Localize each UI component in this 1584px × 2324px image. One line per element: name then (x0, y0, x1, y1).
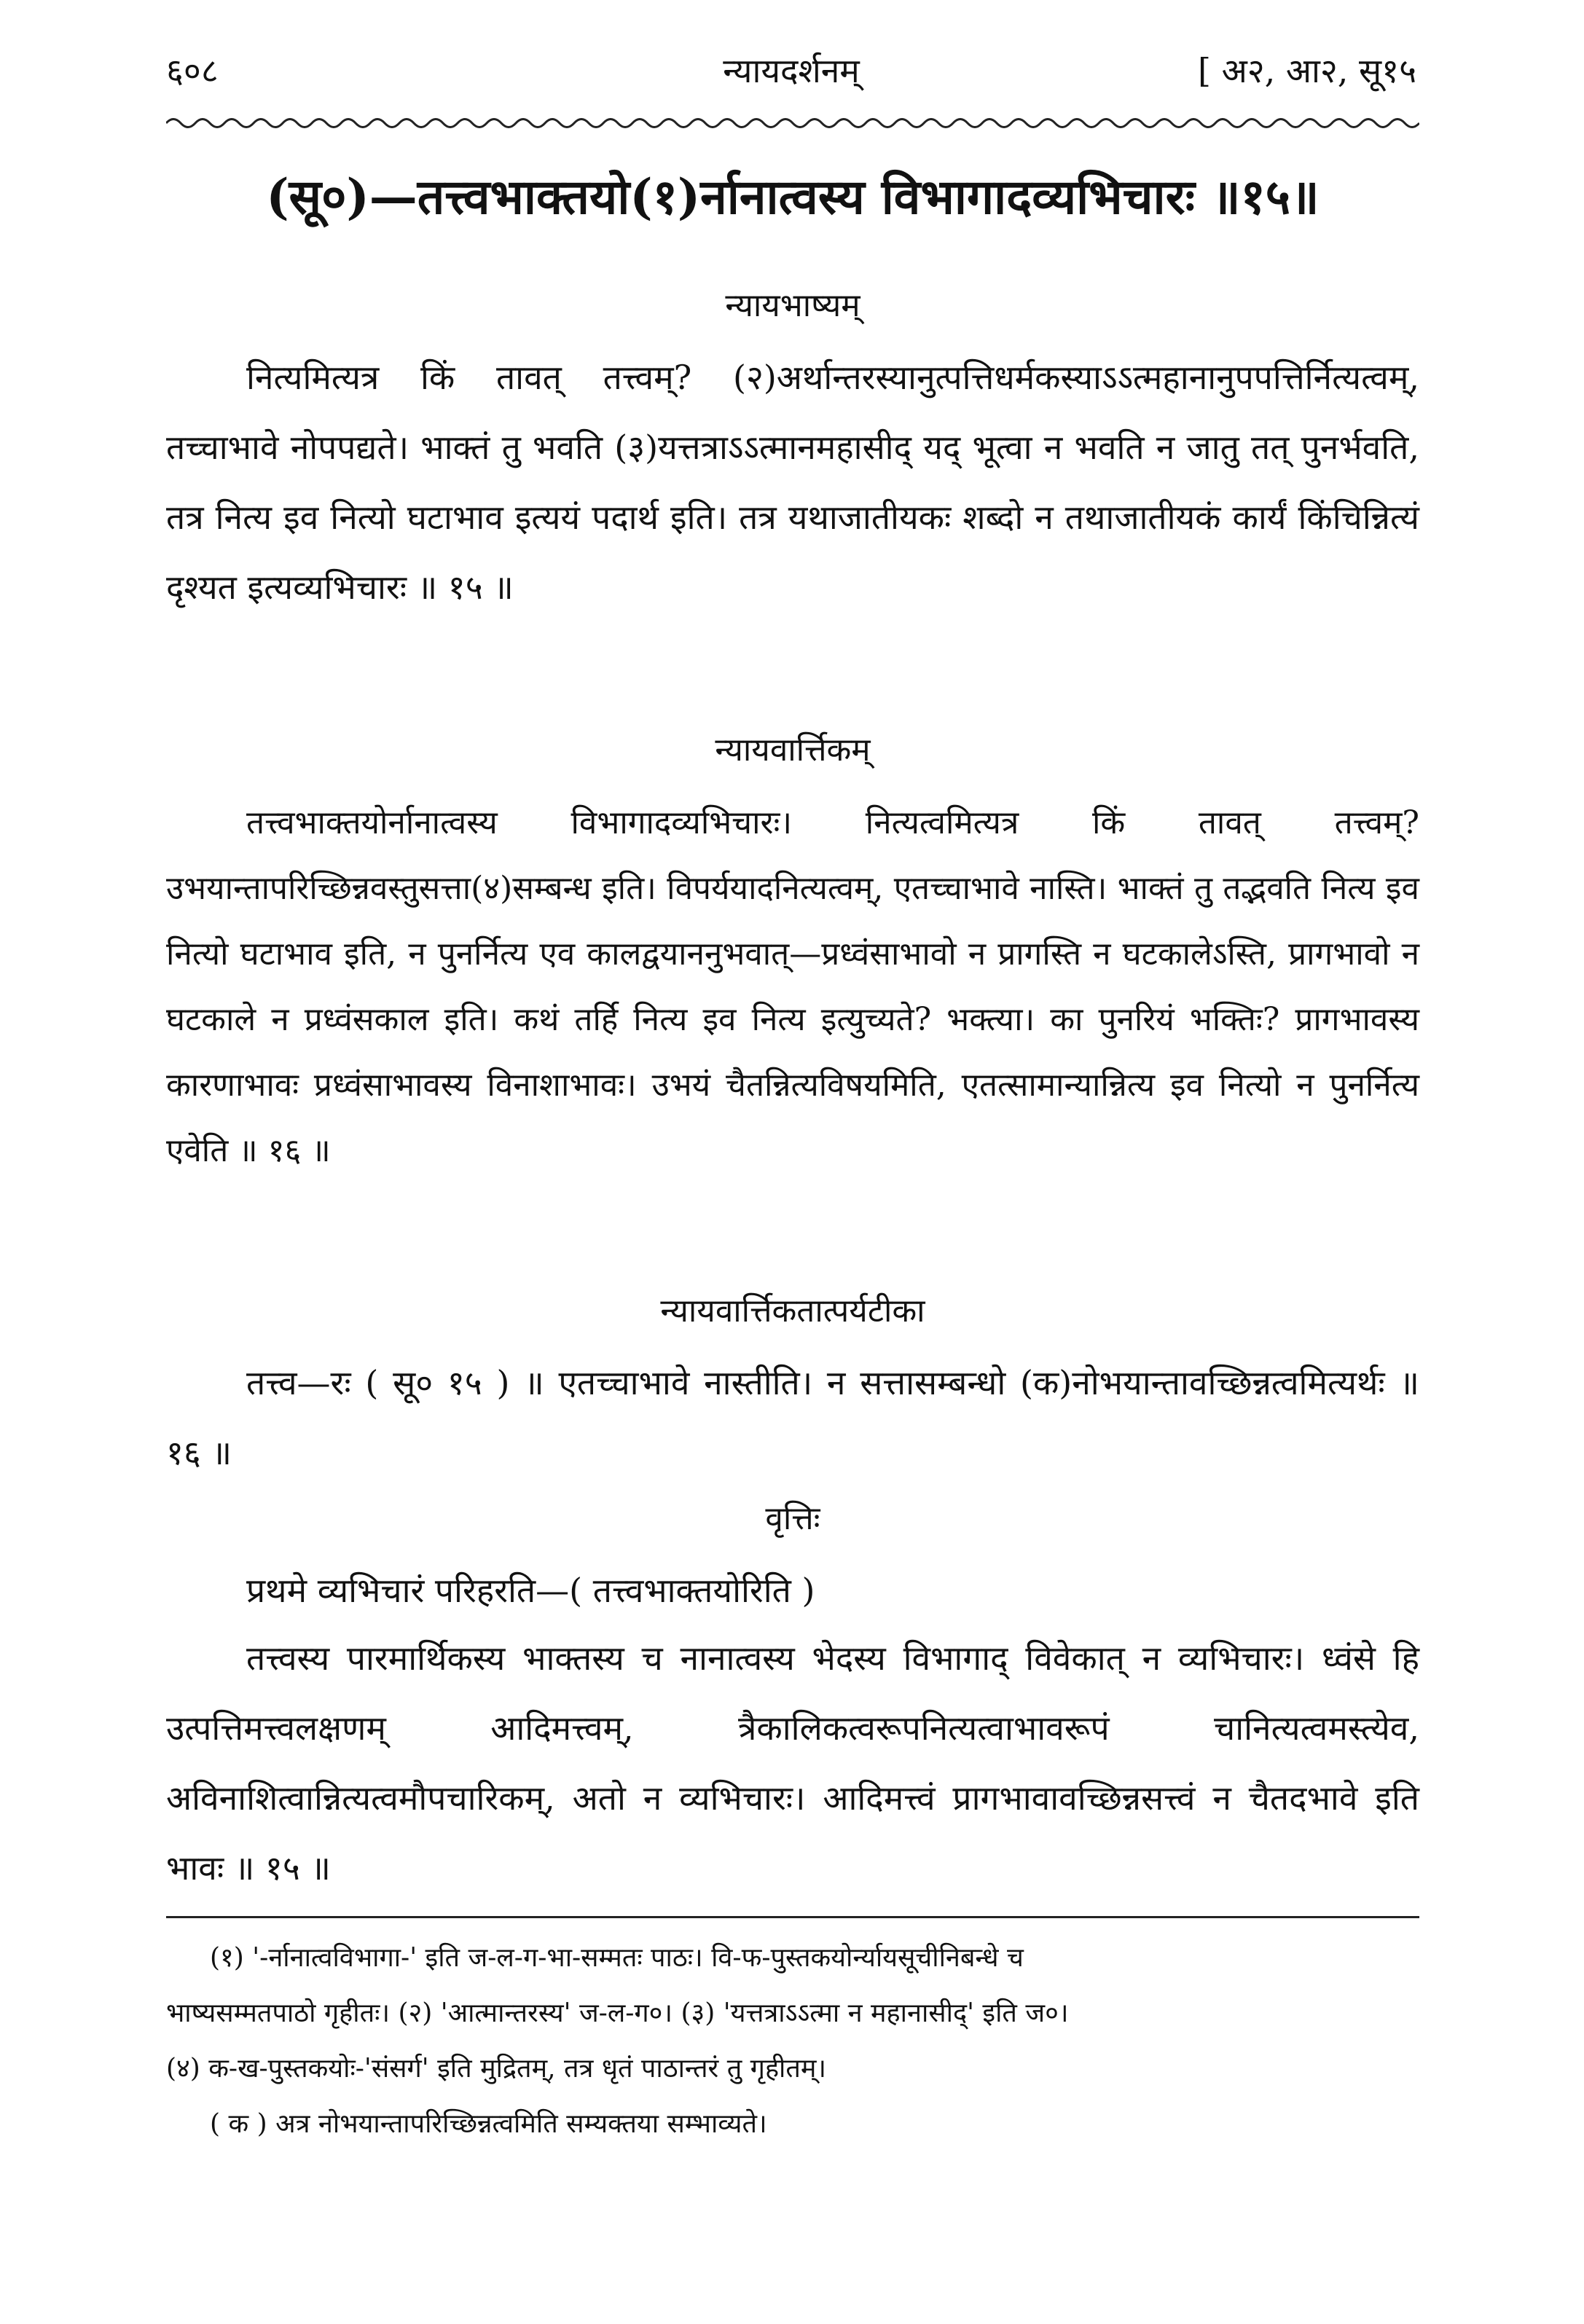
chapter-reference: [ अ२, आ२, सू१५ (1198, 51, 1416, 90)
running-head (166, 38, 1416, 103)
footnote-line: (१) '-र्नानात्वविभागा-' इति ज-ल-ग-भा-सम्मतः पाठः। वि-फ-पुस्तकयोर्न्यायसूचीनिबन्धे च (210, 1943, 1024, 1973)
vartika-text: तत्त्वभाक्तयोर्नानात्वस्य विभागादव्यभिचारः। नित्यत्वमित्यत्र किं तावत् तत्त्वम्? उभयान्तापरिच्छिन्नवस्तुसत्ता(४)सम्बन्ध इति। विपर्ययादनित्यत्वम्, एतच्चाभावे नास्ति। भाक्तं तु तद्भवति नित्य इव नित्यो घटाभाव इति, न पुनर्नित्य एव कालद्वयाननुभवात्—प्रध्वंसाभावो न प्रागस्ति न घटकालेऽस्ति, प्रागभावो न घटकाले न प्रध्वंसकाल इति। कथं तर्हि नित्य इव नित्य इत्युच्यते? भक्त्या। का पुनरियं भक्तिः? प्रागभावस्य कारणाभावः प्रध्वंसाभावस्य विनाशाभावः। उभयं चैतन्नित्यविषयमिति, एतत्सामान्यान्नित्य इव नित्यो न पुनर्नित्य एवेति ॥ १६ ॥ (166, 804, 1419, 1169)
sutra-heading: (सू०)—तत्त्वभाक्तयो(१)र्नानात्वस्य विभागादव्यभिचारः ॥१५॥ (266, 168, 1320, 225)
vritti-heading: वृत्तिः (765, 1500, 820, 1537)
footnote-line: ( क ) अत्र नोभयान्तापरिच्छिन्नत्वमिति सम्यक्तया सम्भाव्यते। (210, 2109, 767, 2139)
tika-heading: न्यायवार्त्तिकतात्पर्यटीका (660, 1292, 925, 1330)
running-title: न्यायदर्शनम् (723, 51, 860, 90)
bhashya-heading: न्यायभाष्यम् (725, 287, 860, 324)
footnote-line: भाष्यसम्मतपाठो गृहीतः। (२) 'आत्मान्तरस्य' ज-ल-ग०। (३) 'यत्तत्राऽऽत्मा न महानासीद्' इति ज०। (166, 1998, 1069, 2028)
wavy-divider (166, 115, 1419, 131)
bhashya-text: नित्यमित्यत्र किं तावत् तत्त्वम्? (२)अर्थान्तरस्यानुत्पत्तिधर्मकस्याऽऽत्महानानुपपत्तिर्नित्यत्वम्, तच्चाभावे नोपपद्यते। भाक्तं तु भवति (३)यत्तत्राऽऽत्मानमहासीद् यद् भूत्वा न भवति न जातु तत् पुनर्भवति, तत्र नित्य इव नित्यो घटाभाव इत्ययं पदार्थ इति। तत्र यथाजातीयकः शब्दो न तथाजातीयकं कार्यं किंचिन्नित्यं दृश्यत इत्यव्यभिचारः ॥ १५ ॥ (166, 358, 1419, 607)
footnotes (166, 1931, 1419, 2152)
tika-text: तत्त्व—रः ( सू० १५ ) ॥ एतच्चाभावे नास्तीति। न सत्तासम्बन्धो (क)नोभयान्तावच्छिन्नत्वमित्यर्थः ॥ १६ ॥ (166, 1363, 1419, 1472)
footnote-divider (166, 1916, 1419, 1918)
page-number: ६०८ (166, 51, 219, 90)
footnote-line: (४) क-ख-पुस्तकयोः-'संसर्ग' इति मुद्रितम्, तत्र धृतं पाठान्तरं तु गृहीतम्। (166, 2054, 827, 2084)
vritti-intro: प्रथमे व्यभिचारं परिहरति—( तत्त्वभाक्तयोरिति ) (246, 1571, 815, 1610)
vritti-text: तत्त्वस्य पारमार्थिकस्य भाक्तस्य च नानात्वस्य भेदस्य विभागाद् विवेकात् न व्यभिचारः। ध्वंसे हि उत्पत्तिमत्त्वलक्षणम् आदिमत्त्वम्, त्रैकालिकत्वरूपनित्यत्वाभावरूपं चानित्यत्वमस्त्येव, अविनाशित्वान्नित्यत्वमौपचारिकम्, अतो न व्यभिचारः। आदिमत्त्वं प्रागभावावच्छिन्नसत्त्वं न चैतदभावे इति भावः ॥ १५ ॥ (166, 1638, 1419, 1888)
vartika-heading: न्यायवार्त्तिकम् (715, 731, 871, 769)
